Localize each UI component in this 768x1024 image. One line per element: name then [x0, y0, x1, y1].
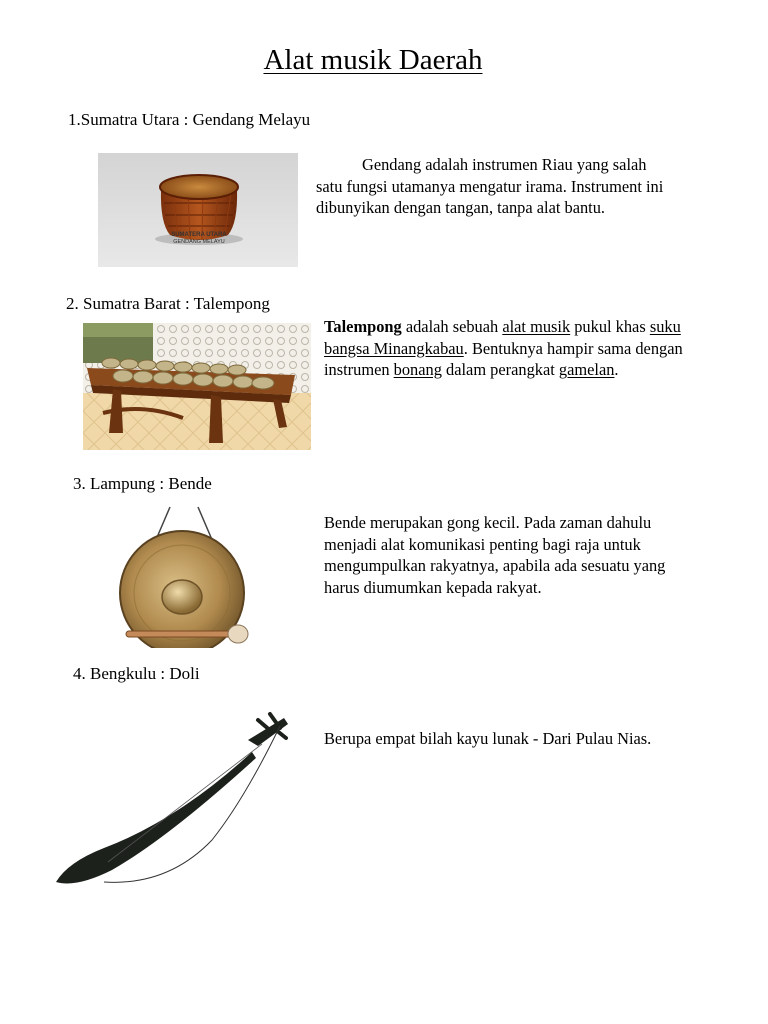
talempong-description: [324, 316, 684, 381]
talempong-text-4: dalam perangkat: [441, 360, 559, 380]
bende-image: [112, 505, 256, 648]
talempong-text-3: . Bentuknya hampir sama dengan instrumen: [324, 338, 683, 380]
section-heading-gendang: 1.Sumatra Utara : Gendang Melayu: [68, 110, 311, 129]
doli-image: [48, 710, 304, 888]
talempong-text-2: pukul khas: [570, 317, 650, 336]
talempong-text-1: adalah sebuah: [401, 317, 503, 336]
talempong-image: [83, 323, 311, 450]
gendang-image: [98, 153, 298, 267]
talempong-text-5: .: [614, 360, 619, 380]
section-heading-talempong: 2. Sumatra Barat : Talempong: [66, 294, 270, 313]
page-title: Alat musik Daerah: [263, 44, 483, 76]
gendang-image-caption-2: GENDANG MELAYU: [173, 239, 225, 245]
link-alat-musik[interactable]: alat musik: [502, 317, 571, 336]
section-heading-doli: 4. Bengkulu : Doli: [73, 664, 200, 683]
gendang-description: Gendang adalah instrumen Riau yang salah satu fungsi utamanya mengatur irama. Instrument ini dibunyikan dengan tangan, tanpa alat bantu.: [316, 155, 664, 218]
bende-description: Bende merupakan gong kecil. Pada zaman dahulu menjadi alat komunikasi penting bagi raja untuk mengumpulkan rakyatnya, apabila ada sesuatu yang harus diumumkan kepada rakyat.: [324, 513, 666, 597]
link-gamelan[interactable]: gamelan: [558, 360, 615, 380]
doli-description: Berupa empat bilah kayu lunak - Dari Pulau Nias.: [324, 729, 652, 748]
gendang-image-caption-1: SUMATERA UTARA: [171, 232, 227, 238]
link-suku-bangsa-minangkabau[interactable]: suku bangsa Minangkabau: [324, 317, 681, 358]
talempong-term: Talempong: [324, 317, 402, 336]
section-heading-bende: 3. Lampung : Bende: [73, 474, 212, 493]
link-bonang[interactable]: bonang: [393, 360, 442, 380]
